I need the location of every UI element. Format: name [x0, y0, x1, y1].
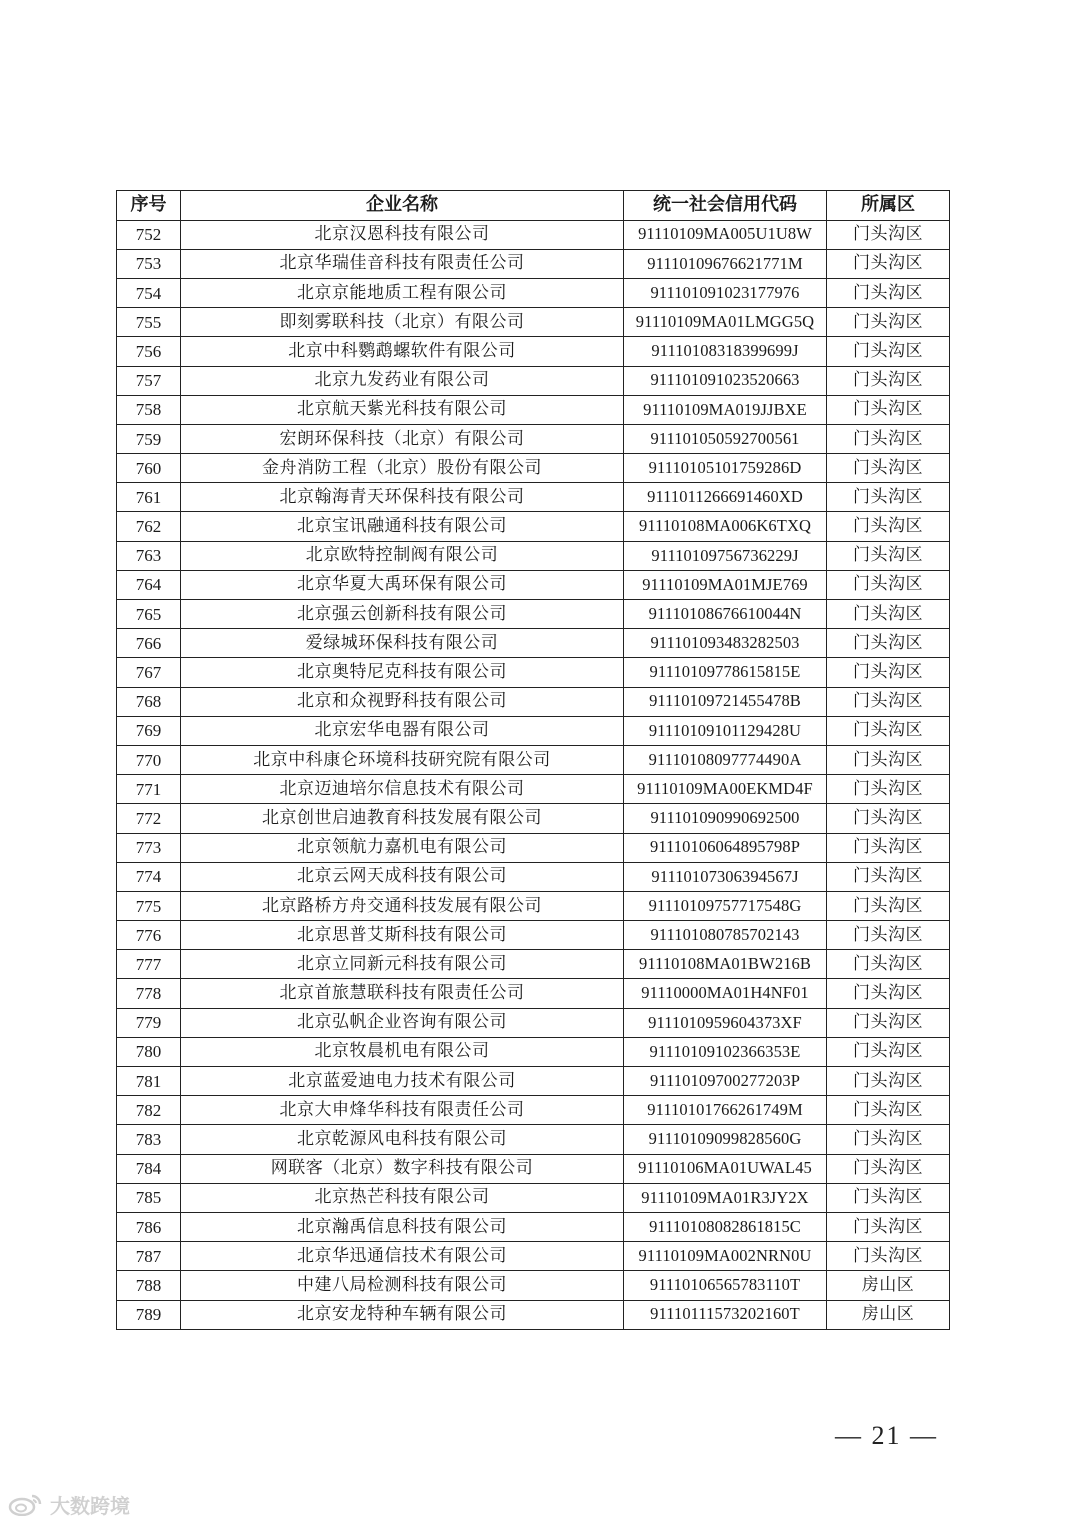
row-credit-code: 91110109MA01R3JY2X: [624, 1183, 827, 1212]
row-company-name: 北京华瑞佳音科技有限责任公司: [181, 249, 624, 278]
row-seq: 768: [117, 687, 181, 716]
row-seq: 762: [117, 512, 181, 541]
row-seq: 773: [117, 833, 181, 862]
row-seq: 783: [117, 1125, 181, 1154]
row-seq: 789: [117, 1300, 181, 1329]
row-company-name: 金舟消防工程（北京）股份有限公司: [181, 454, 624, 483]
row-seq: 766: [117, 629, 181, 658]
row-seq: 757: [117, 366, 181, 395]
table-row: [117, 454, 950, 483]
row-district: 门头沟区: [827, 629, 950, 658]
row-district: 门头沟区: [827, 366, 950, 395]
row-credit-code: 9111010510175928​6D: [624, 454, 827, 483]
row-credit-code: 911101091023520663: [624, 366, 827, 395]
row-seq: 759: [117, 424, 181, 453]
row-credit-code: 911101080785702143: [624, 921, 827, 950]
table-row: [117, 629, 950, 658]
table-row: [117, 366, 950, 395]
table-row: [117, 1154, 950, 1183]
row-credit-code: 91110108676610044N: [624, 600, 827, 629]
row-company-name: 北京汉恩科技有限公司: [181, 220, 624, 249]
row-seq: 752: [117, 220, 181, 249]
row-company-name: 北京乾源风电科技有限公司: [181, 1125, 624, 1154]
row-company-name: 北京路桥方舟交通科技发展有限公司: [181, 891, 624, 920]
table-row: [117, 1096, 950, 1125]
row-company-name: 北京和众视野科技有限公司: [181, 687, 624, 716]
row-seq: 753: [117, 249, 181, 278]
row-credit-code: 91110108MA006K6TXQ: [624, 512, 827, 541]
row-seq: 788: [117, 1271, 181, 1300]
table-row: [117, 600, 950, 629]
row-credit-code: 91110112666914​60XD: [624, 483, 827, 512]
row-company-name: 即刻雾联科技（北京）有限公司: [181, 308, 624, 337]
table-row: [117, 658, 950, 687]
row-credit-code: 91110109596043​73XF: [624, 1008, 827, 1037]
row-district: 门头沟区: [827, 979, 950, 1008]
row-district: 门头沟区: [827, 1008, 950, 1037]
row-district: 门头沟区: [827, 308, 950, 337]
row-district: 门头沟区: [827, 1067, 950, 1096]
table-header-row: [117, 191, 950, 221]
row-credit-code: 911101090990692500: [624, 804, 827, 833]
row-company-name: 北京思普艾斯科技有限公司: [181, 921, 624, 950]
row-company-name: 北京华夏大禹环保有限公司: [181, 570, 624, 599]
header-company-name: 企业名称: [181, 191, 624, 221]
row-company-name: 北京华迅通信技术有限公司: [181, 1242, 624, 1271]
row-district: 门头沟区: [827, 833, 950, 862]
row-company-name: 北京大申烽华科技有限责任公司: [181, 1096, 624, 1125]
row-district: 门头沟区: [827, 220, 950, 249]
row-credit-code: 91110111573202160T: [624, 1300, 827, 1329]
table-row: [117, 337, 950, 366]
row-seq: 754: [117, 278, 181, 307]
row-district: 门头沟区: [827, 862, 950, 891]
row-seq: 774: [117, 862, 181, 891]
row-company-name: 北京迈迪培尔信息技术有限公司: [181, 775, 624, 804]
row-company-name: 北京航天紫光科技有限公司: [181, 395, 624, 424]
watermark: [8, 1489, 130, 1519]
row-seq: 785: [117, 1183, 181, 1212]
table-body: [117, 220, 950, 1329]
row-seq: 764: [117, 570, 181, 599]
row-credit-code: 91110106MA01UWAL45: [624, 1154, 827, 1183]
table-row: [117, 1067, 950, 1096]
row-seq: 758: [117, 395, 181, 424]
row-company-name: 北京首旅慧联科技有限责任公司: [181, 979, 624, 1008]
table-row: [117, 570, 950, 599]
table-row: [117, 775, 950, 804]
row-credit-code: 91110108MA01BW216B: [624, 950, 827, 979]
watermark-text: 大数跨境: [50, 1493, 130, 1518]
row-seq: 786: [117, 1212, 181, 1241]
row-credit-code: 911101093483282503: [624, 629, 827, 658]
row-district: 门头沟区: [827, 541, 950, 570]
table-row: [117, 745, 950, 774]
row-seq: 776: [117, 921, 181, 950]
row-company-name: 宏朗环保科技（北京）有限公司: [181, 424, 624, 453]
table-row: [117, 1037, 950, 1066]
row-company-name: 网联客（北京）数字科技有限公司: [181, 1154, 624, 1183]
row-company-name: 北京立同新元科技有限公司: [181, 950, 624, 979]
row-district: 门头沟区: [827, 512, 950, 541]
row-company-name: 北京热芒科技有限公司: [181, 1183, 624, 1212]
row-seq: 765: [117, 600, 181, 629]
row-seq: 775: [117, 891, 181, 920]
row-district: 门头沟区: [827, 395, 950, 424]
table-row: [117, 891, 950, 920]
weibo-logo-icon: [8, 1492, 44, 1516]
row-seq: 787: [117, 1242, 181, 1271]
row-seq: 771: [117, 775, 181, 804]
row-district: 门头沟区: [827, 745, 950, 774]
row-credit-code: 911101050592700561: [624, 424, 827, 453]
row-credit-code: 91110106565783110T: [624, 1271, 827, 1300]
row-district: 门头沟区: [827, 600, 950, 629]
row-seq: 763: [117, 541, 181, 570]
row-company-name: 北京强云创新科技有限公司: [181, 600, 624, 629]
row-district: 房山区: [827, 1300, 950, 1329]
row-credit-code: 91110109757717548G: [624, 891, 827, 920]
row-seq: 782: [117, 1096, 181, 1125]
table-row: [117, 862, 950, 891]
row-seq: 761: [117, 483, 181, 512]
row-credit-code: 91110109099828560G: [624, 1125, 827, 1154]
row-seq: 778: [117, 979, 181, 1008]
row-seq: 769: [117, 716, 181, 745]
row-seq: 777: [117, 950, 181, 979]
row-district: 门头沟区: [827, 687, 950, 716]
row-district: 门头沟区: [827, 278, 950, 307]
row-district: 门头沟区: [827, 1125, 950, 1154]
row-seq: 756: [117, 337, 181, 366]
enterprise-table: [116, 190, 950, 1330]
row-district: 门头沟区: [827, 1096, 950, 1125]
table-row: [117, 1125, 950, 1154]
row-company-name: 中建八局检测科技有限公司: [181, 1271, 624, 1300]
row-seq: 772: [117, 804, 181, 833]
table-row: [117, 1183, 950, 1212]
row-company-name: 北京中科康仑环境科技研究院有限公司: [181, 745, 624, 774]
header-credit-code: 统一社会信用代码: [624, 191, 827, 221]
row-credit-code: 91110109MA01MJE769: [624, 570, 827, 599]
row-seq: 767: [117, 658, 181, 687]
row-district: 房山区: [827, 1271, 950, 1300]
row-company-name: 北京云网天成科技有限公司: [181, 862, 624, 891]
row-credit-code: 91110108097774490A: [624, 745, 827, 774]
row-credit-code: 91110109102366353E: [624, 1037, 827, 1066]
row-seq: 781: [117, 1067, 181, 1096]
row-company-name: 北京宝讯融通科技有限公司: [181, 512, 624, 541]
table-row: [117, 950, 950, 979]
row-company-name: 北京宏华电器有限公司: [181, 716, 624, 745]
row-company-name: 北京弘帆企业咨询有限公司: [181, 1008, 624, 1037]
row-district: 门头沟区: [827, 337, 950, 366]
row-credit-code: 91110106064895798P: [624, 833, 827, 862]
row-seq: 780: [117, 1037, 181, 1066]
table-row: [117, 716, 950, 745]
row-credit-code: 91110109700277203P: [624, 1067, 827, 1096]
row-company-name: 北京瀚禹信息科技有限公司: [181, 1212, 624, 1241]
row-seq: 784: [117, 1154, 181, 1183]
table-row: [117, 278, 950, 307]
row-credit-code: 91110109676621771M: [624, 249, 827, 278]
row-credit-code: 91110109778615815E: [624, 658, 827, 687]
row-seq: 779: [117, 1008, 181, 1037]
row-district: 门头沟区: [827, 1242, 950, 1271]
row-company-name: 北京蓝爱迪电力技术有限公司: [181, 1067, 624, 1096]
table-row: [117, 1300, 950, 1329]
row-company-name: 北京奥特尼克科技有限公司: [181, 658, 624, 687]
row-district: 门头沟区: [827, 950, 950, 979]
table-row: [117, 220, 950, 249]
table-row: [117, 1008, 950, 1037]
row-credit-code: 91110109MA01LMGG5Q: [624, 308, 827, 337]
row-credit-code: 91110109MA019JJBXE: [624, 395, 827, 424]
row-credit-code: 91110107306394567J: [624, 862, 827, 891]
row-seq: 755: [117, 308, 181, 337]
table-row: [117, 541, 950, 570]
row-company-name: 北京领航力嘉机电有限公司: [181, 833, 624, 862]
row-district: 门头沟区: [827, 804, 950, 833]
row-district: 门头沟区: [827, 483, 950, 512]
row-company-name: 北京欧特控制阀有限公司: [181, 541, 624, 570]
row-credit-code: 91110109MA005U1U8W: [624, 220, 827, 249]
row-district: 门头沟区: [827, 249, 950, 278]
row-district: 门头沟区: [827, 454, 950, 483]
row-district: 门头沟区: [827, 921, 950, 950]
row-district: 门头沟区: [827, 1154, 950, 1183]
row-district: 门头沟区: [827, 658, 950, 687]
row-seq: 760: [117, 454, 181, 483]
row-district: 门头沟区: [827, 775, 950, 804]
table-row: [117, 483, 950, 512]
header-seq: 序号: [117, 191, 181, 221]
header-district: 所属区: [827, 191, 950, 221]
row-credit-code: 91110109101129428U: [624, 716, 827, 745]
row-district: 门头沟区: [827, 1037, 950, 1066]
table-row: [117, 833, 950, 862]
row-credit-code: 91110109MA00EKMD4F: [624, 775, 827, 804]
row-company-name: 北京翰海青天环保科技有限公司: [181, 483, 624, 512]
table-row: [117, 395, 950, 424]
table-row: [117, 308, 950, 337]
row-credit-code: 91110108082861815C: [624, 1212, 827, 1241]
row-company-name: 北京安龙特种车辆有限公司: [181, 1300, 624, 1329]
table-row: [117, 1271, 950, 1300]
row-district: 门头沟区: [827, 716, 950, 745]
table-row: [117, 512, 950, 541]
row-credit-code: 91110000MA01H4NF01: [624, 979, 827, 1008]
row-district: 门头沟区: [827, 570, 950, 599]
table-row: [117, 424, 950, 453]
row-company-name: 北京创世启迪教育科技发展有限公司: [181, 804, 624, 833]
table-row: [117, 249, 950, 278]
row-district: 门头沟区: [827, 424, 950, 453]
page-number: — 21 —: [835, 1421, 938, 1450]
row-credit-code: 911101091023177976: [624, 278, 827, 307]
table-row: [117, 921, 950, 950]
row-credit-code: 91110109MA002NRN0U: [624, 1242, 827, 1271]
table-row: [117, 979, 950, 1008]
table-row: [117, 687, 950, 716]
row-credit-code: 91110108318399699J: [624, 337, 827, 366]
row-district: 门头沟区: [827, 891, 950, 920]
row-company-name: 北京牧晨机电有限公司: [181, 1037, 624, 1066]
row-seq: 770: [117, 745, 181, 774]
table-row: [117, 1242, 950, 1271]
row-company-name: 北京中科鹦鹉螺软件有限公司: [181, 337, 624, 366]
row-company-name: 爱绿城环保科技有限公司: [181, 629, 624, 658]
table-row: [117, 1212, 950, 1241]
table-row: [117, 804, 950, 833]
row-credit-code: 91110109756736229J: [624, 541, 827, 570]
row-company-name: 北京九发药业有限公司: [181, 366, 624, 395]
row-district: 门头沟区: [827, 1183, 950, 1212]
row-district: 门头沟区: [827, 1212, 950, 1241]
row-credit-code: 91110101766261749M: [624, 1096, 827, 1125]
row-company-name: 北京京能地质工程有限公司: [181, 278, 624, 307]
row-credit-code: 91110109721455478B: [624, 687, 827, 716]
